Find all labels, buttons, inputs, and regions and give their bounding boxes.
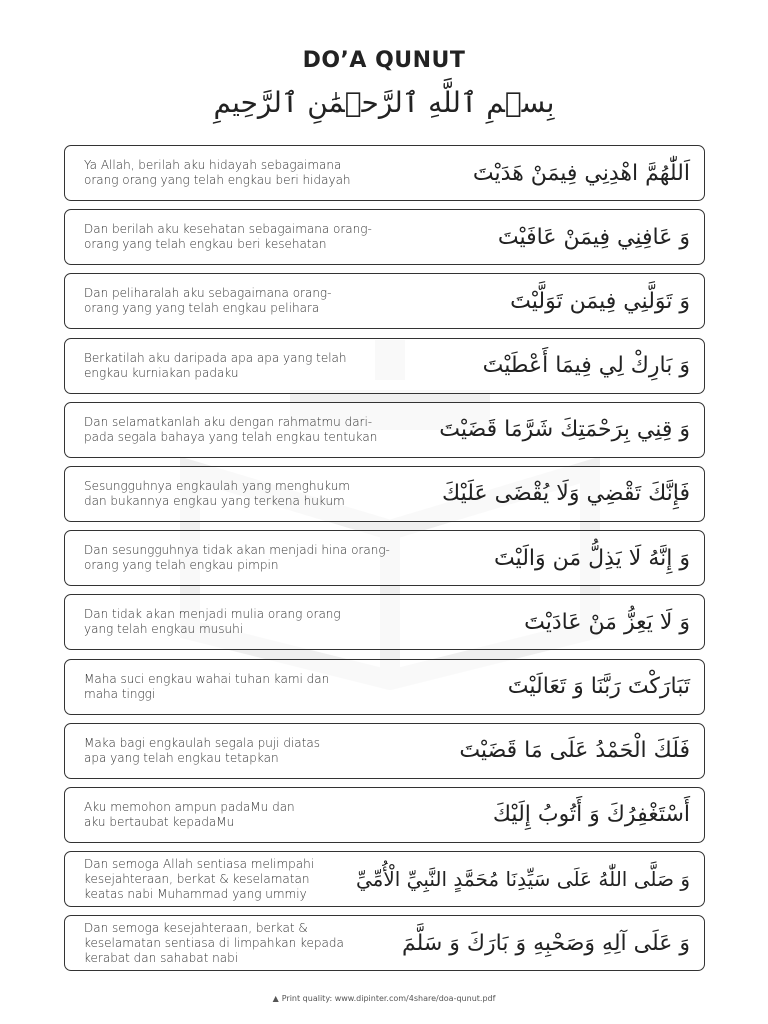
doa-row: [64, 851, 705, 907]
malay-translation: Sesungguhnya engkaulah yang menghukum dan bukannya engkau yang terkena hukum: [84, 478, 350, 508]
arabic-text: اَللّٰهُمَّ اهْدِنِي فِيمَنْ هَدَيْتَ: [472, 160, 690, 186]
arabic-text: وَ عَلَى آلِهِ وَصَحْبِهِ وَ بَارَكَ وَ سَلَّمَ: [401, 930, 690, 956]
malay-translation: Dan semoga Allah sentiasa melimpahi kesejahteraan, berkat & keselamatan keatas nabi Muhammad yang ummiy: [84, 856, 315, 901]
arabic-text: وَ قِنِي بِرَحْمَتِكَ شَرَّمَا قَضَيْتَ: [439, 417, 690, 443]
basmalah: بِسۡمِ ٱللَّهِ ٱلرَّحۡمَٰنِ ٱلرَّحِيمِ: [213, 86, 555, 119]
arabic-text: وَ لَا يَعِزُّ مَنْ عَادَيْتَ: [524, 609, 690, 635]
doa-row: [64, 915, 705, 971]
arabic-text: فَإِنَّكَ تَقْضِي وَلَا يُقْضَى عَلَيْكَ: [442, 481, 690, 507]
doa-row: [64, 402, 705, 458]
arabic-text: تَبَارَكْتَ رَبَّنَا وَ تَعَالَيْتَ: [507, 674, 690, 699]
footer: [0, 994, 768, 1003]
malay-translation: Dan tidak akan menjadi mulia orang orang yang telah engkau musuhi: [84, 607, 341, 637]
arabic-text: أَسْتَغْفِرُكَ وَ أَتُوبُ إِلَيْكَ: [492, 802, 690, 828]
print-icon: ▲: [272, 994, 279, 1003]
doa-list: [64, 145, 705, 979]
doa-row: [64, 338, 705, 394]
malay-translation: Ya Allah, berilah aku hidayah sebagaimana orang orang yang telah engkau beri hidayah: [84, 158, 351, 187]
doa-row: [64, 723, 705, 779]
doa-row: [64, 466, 705, 522]
malay-translation: Dan sesungguhnya tidak akan menjadi hina orang- orang yang telah engkau pimpin: [84, 543, 390, 573]
doa-row: [64, 209, 705, 265]
malay-translation: Maha suci engkau wahai tuhan kami dan maha tinggi: [84, 671, 330, 701]
arabic-text: وَ عَافِنِي فِيمَنْ عَافَيْتَ: [497, 224, 690, 250]
malay-translation: Dan berilah aku kesehatan sebagaimana orang- orang yang telah engkau beri kesehatan: [84, 222, 372, 252]
doa-row: [64, 659, 705, 715]
arabic-text: وَ صَلَّى اللّٰهُ عَلَى سَيِّدِنَا مُحَمَّدٍ النَّبِيِّ الْأُمِّيِّ: [355, 867, 690, 892]
doa-row: [64, 530, 705, 586]
doa-row: [64, 787, 705, 843]
doa-row: [64, 145, 705, 201]
footer-text[interactable]: Print quality: www.dipinter.com/4share/doa-qunut.pdf: [281, 994, 496, 1003]
doa-row: [64, 594, 705, 650]
malay-translation: Dan peliharalah aku sebagaimana orang- orang yang yang telah engkau pelihara: [84, 286, 332, 316]
malay-translation: Maka bagi engkaulah segala puji diatas apa yang telah engkau tetapkan: [84, 735, 320, 765]
arabic-text: وَ تَوَلَّنِي فِيمَن تَوَلَّيْتَ: [510, 288, 690, 314]
malay-translation: Dan semoga kesejahteraan, berkat & keselamatan sentiasa di limpahkan kepada kerabat dan sahabat nabi: [84, 920, 344, 965]
page-title: DO’A QUNUT: [302, 48, 466, 73]
doa-row: [64, 273, 705, 329]
malay-translation: Dan selamatkanlah aku dengan rahmatmu dari- pada segala bahaya yang telah engkau tentukan: [84, 414, 378, 444]
malay-translation: Berkatilah aku daripada apa apa yang telah engkau kurniakan padaku: [84, 350, 347, 380]
arabic-text: وَ إِنَّهُ لَا يَذِلُّ مَن وَالَيْتَ: [493, 545, 690, 571]
arabic-text: فَلَكَ الْحَمْدُ عَلَى مَا قَضَيْتَ: [459, 738, 690, 764]
arabic-text: وَ بَارِكْ لِي فِيمَا أَعْطَيْتَ: [482, 353, 690, 379]
malay-translation: Aku memohon ampun padaMu dan aku bertaubat kepadaMu: [84, 799, 295, 829]
